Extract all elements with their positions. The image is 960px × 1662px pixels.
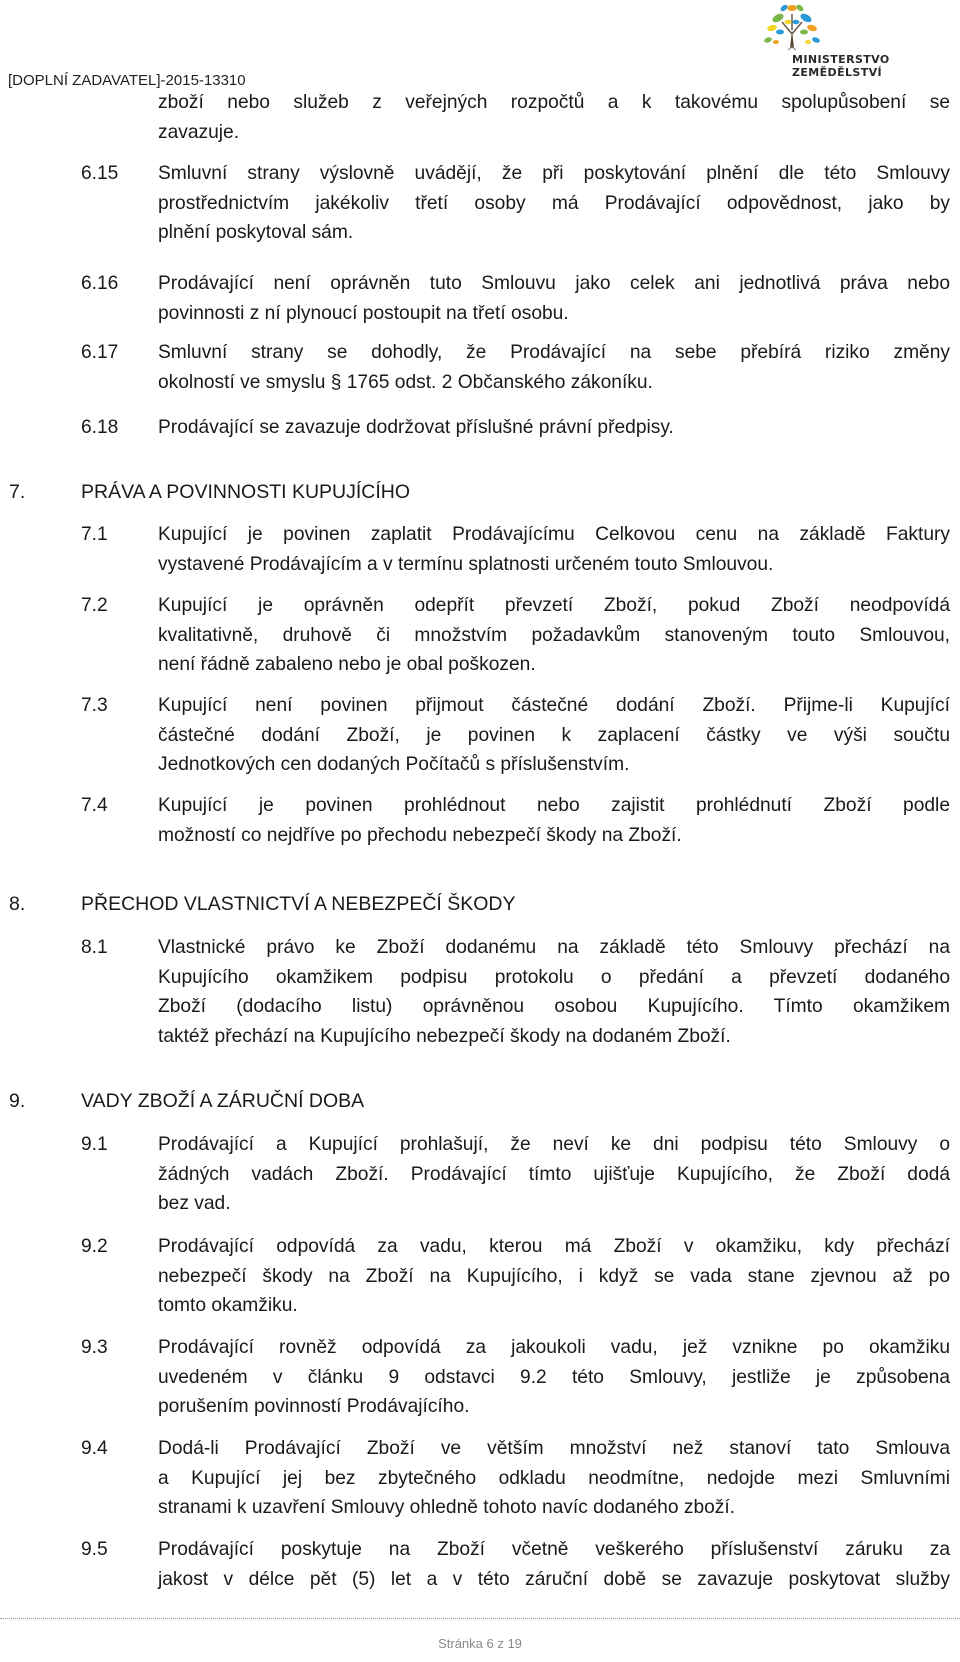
clause-number: 7.1	[81, 524, 108, 545]
clause-number: 7.4	[81, 795, 108, 816]
text-line: Smluvní strany se dohodly, že Prodávající na sebe přebírá riziko změny	[158, 342, 950, 363]
text-line: povinnosti z ní plynoucí postoupit na třetí osobu.	[158, 302, 569, 324]
section-number: 9.	[9, 1090, 26, 1112]
text-line: možností co nejdříve po přechodu nebezpečí škody na Zboží.	[158, 824, 682, 846]
clause-number: 6.15	[81, 163, 119, 184]
footer-divider	[0, 1618, 960, 1619]
text-line: vystavené Prodávajícím a v termínu splatnosti určeném touto Smlouvou.	[158, 553, 774, 575]
text-line: plnění poskytoval sám.	[158, 222, 354, 243]
clause-number: 6.16	[81, 273, 119, 294]
text-line: Kupující je oprávněn odepřít převzetí Zboží, pokud Zboží neodpovídá	[158, 595, 950, 616]
text-line: okolností ve smyslu § 1765 odst. 2 Občanského zákoníku.	[158, 371, 653, 393]
text-line: jakost v délce pět (5) let a v této záruční době se zavazuje poskytovat služby	[158, 1568, 950, 1590]
text-line: stranami k uzavření Smlouvy ohledně tohoto navíc dodaného zboží.	[158, 1497, 736, 1518]
clause-number: 7.3	[81, 695, 108, 716]
text-line: Dodá-li Prodávající Zboží ve větším množství než stanoví tato Smlouva	[158, 1438, 950, 1459]
text-line: Prodávající se zavazuje dodržovat příslušné právní předpisy.	[158, 417, 674, 438]
clause-number: 9.5	[81, 1539, 108, 1560]
section-number: 8.	[9, 893, 26, 915]
text-line: uvedeném v článku 9 odstavci 9.2 této Smlouvy, jestliže je způsobena	[158, 1366, 950, 1388]
text-line: porušením povinností Prodávajícího.	[158, 1396, 470, 1417]
text-line: Kupujícího okamžikem podpisu protokolu o předání a převzetí dodaného	[158, 966, 950, 988]
document-id-bracket: [DOPLNÍ ZADAVATEL]	[8, 72, 161, 89]
text-line: Prodávající a Kupující prohlašují, že neví ke dni podpisu této Smlouvy o	[158, 1134, 950, 1155]
text-line: částečné dodání Zboží, je povinen k zaplacení částky ve výši součtu	[158, 724, 950, 746]
clause-number: 7.2	[81, 595, 108, 616]
text-line: Prodávající odpovídá za vadu, kterou má Zboží v okamžiku, kdy přechází	[158, 1236, 950, 1257]
text-line: Prodávající není oprávněn tuto Smlouvu jako celek ani jednotlivá práva nebo	[158, 273, 950, 294]
document-id-number: -2015-13310	[160, 72, 246, 89]
clause-number: 9.2	[81, 1236, 108, 1257]
clause-number: 9.3	[81, 1337, 108, 1358]
text-line: Vlastnické právo ke Zboží dodanému na základě této Smlouvy přechází na	[158, 937, 950, 958]
text-line: bez vad.	[158, 1193, 231, 1214]
section-title: VADY ZBOŽÍ A ZÁRUČNÍ DOBA	[81, 1090, 365, 1112]
text-line: žádných vadách Zboží. Prodávající tímto ujišťuje Kupujícího, že Zboží dodá	[158, 1163, 950, 1185]
text-line: Kupující je povinen prohlédnout nebo zajistit prohlédnutí Zboží podle	[158, 795, 950, 816]
clause-number: 9.1	[81, 1134, 108, 1155]
section-title: PŘECHOD VLASTNICTVÍ A NEBEZPEČÍ ŠKODY	[81, 893, 516, 915]
text-line: tomto okamžiku.	[158, 1295, 298, 1316]
text-line: Jednotkových cen dodaných Počítačů s příslušenstvím.	[158, 754, 630, 775]
text-line: není řádně zabaleno nebo je obal poškozen.	[158, 654, 536, 675]
text-line: kvalitativně, druhově či množstvím požadavkům stanoveným touto Smlouvou,	[158, 624, 950, 646]
text-line: Smluvní strany výslovně uvádějí, že při poskytování plnění dle této Smlouvy	[158, 163, 950, 184]
document-id	[8, 72, 246, 89]
text-line: Kupující není povinen přijmout částečné dodání Zboží. Přijme-li Kupující	[158, 695, 950, 716]
section-number: 7.	[9, 481, 26, 503]
text-line: prostřednictvím jakékoliv třetí osoby má Prodávající odpovědnost, jako by	[158, 192, 950, 214]
clause-number: 8.1	[81, 937, 108, 958]
text-line: zboží nebo služeb z veřejných rozpočtů a k takovému spolupůsobení se	[158, 92, 950, 113]
page-number: Stránka 6 z 19	[438, 1636, 522, 1651]
logo-text: MINISTERSTVO ZEMĚDĚLSTVÍ	[792, 53, 890, 79]
section-title: PRÁVA A POVINNOSTI KUPUJÍCÍHO	[81, 481, 411, 503]
text-line: Prodávající rovněž odpovídá za jakoukoli vadu, jež vznikne po okamžiku	[158, 1337, 950, 1358]
text-line: nebezpečí škody na Zboží na Kupujícího, i když se vada stane zjevnou až po	[158, 1265, 950, 1287]
text-line: a Kupující jej bez zbytečného odkladu neodmítne, nedojde mezi Smluvními	[158, 1467, 950, 1489]
text-line: taktéž přechází na Kupujícího nebezpečí škody na dodaném Zboží.	[158, 1025, 731, 1047]
text-line: Prodávající poskytuje na Zboží včetně veškerého příslušenství záruku za	[158, 1539, 950, 1560]
clause-number: 9.4	[81, 1438, 108, 1459]
text-line: Zboží (dodacího listu) oprávněnou osobou Kupujícího. Tímto okamžikem	[158, 996, 950, 1017]
text-line: Kupující je povinen zaplatit Prodávajícímu Celkovou cenu na základě Faktury	[158, 524, 950, 545]
clause-number: 6.17	[81, 342, 119, 363]
text-line: zavazuje.	[158, 121, 240, 143]
clause-number: 6.18	[81, 417, 119, 438]
